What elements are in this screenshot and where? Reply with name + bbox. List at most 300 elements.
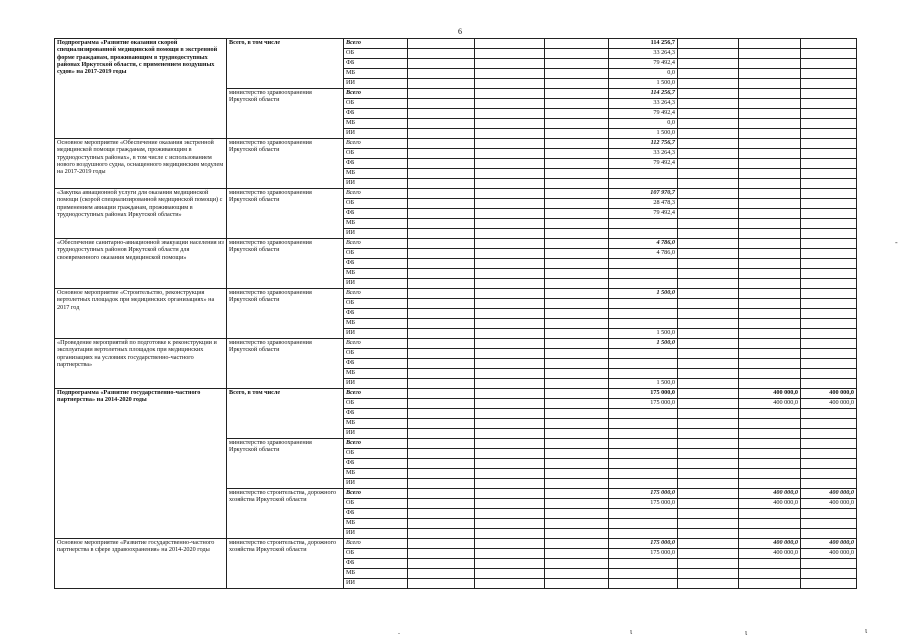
amount-cell: 175 000,0 [609, 389, 678, 399]
amount-cell: 175 000,0 [609, 399, 678, 409]
scan-mark: ɩ [865, 626, 868, 635]
amount-cell [545, 169, 609, 179]
amount-cell: 400 000,0 [801, 389, 857, 399]
amount-cell [801, 319, 857, 329]
amount-cell [475, 39, 545, 49]
amount-cell [545, 499, 609, 509]
amount-cell [609, 169, 678, 179]
amount-cell [408, 429, 475, 439]
funding-source: ФБ [344, 559, 408, 569]
amount-cell [475, 529, 545, 539]
amount-cell [739, 459, 801, 469]
amount-cell [678, 229, 739, 239]
amount-cell [801, 339, 857, 349]
amount-cell [545, 189, 609, 199]
responsible-executor: Всего, в том числе [227, 39, 344, 89]
amount-cell [609, 279, 678, 289]
amount-cell [408, 299, 475, 309]
amount-cell [678, 179, 739, 189]
amount-cell [678, 169, 739, 179]
amount-cell [801, 99, 857, 109]
amount-cell [545, 509, 609, 519]
amount-cell [739, 169, 801, 179]
amount-cell [545, 479, 609, 489]
amount-cell [801, 579, 857, 589]
amount-cell [545, 129, 609, 139]
amount-cell [801, 79, 857, 89]
amount-cell: 33 264,3 [609, 49, 678, 59]
amount-cell [609, 409, 678, 419]
amount-cell [475, 59, 545, 69]
amount-cell [545, 179, 609, 189]
amount-cell [739, 269, 801, 279]
funding-source: МБ [344, 69, 408, 79]
activity-title: Подпрограмма «Развитие государственно-частного партнерства» на 2014-2020 годы [55, 389, 227, 539]
amount-cell [408, 559, 475, 569]
responsible-executor: министерство строительства, дорожного хозяйства Иркутской области [227, 539, 344, 589]
amount-cell [408, 489, 475, 499]
amount-cell [678, 139, 739, 149]
amount-cell: 1 500,0 [609, 289, 678, 299]
amount-cell [801, 559, 857, 569]
amount-cell: 400 000,0 [801, 489, 857, 499]
scan-mark: ɩ [745, 628, 748, 637]
amount-cell [739, 369, 801, 379]
amount-cell [739, 59, 801, 69]
amount-cell [408, 349, 475, 359]
amount-cell [609, 579, 678, 589]
funding-source: МБ [344, 119, 408, 129]
funding-source: МБ [344, 319, 408, 329]
responsible-executor: министерство здравоохранения Иркутской области [227, 89, 344, 139]
funding-source: Всего [344, 189, 408, 199]
amount-cell [609, 469, 678, 479]
amount-cell [739, 339, 801, 349]
amount-cell [739, 99, 801, 109]
amount-cell [739, 39, 801, 49]
amount-cell [545, 539, 609, 549]
activity-title: Основное мероприятие «Строительство, реконструкция вертолетных площадок при медицинских организациях» на 2017 год [55, 289, 227, 339]
amount-cell [475, 349, 545, 359]
amount-cell: 33 264,3 [609, 149, 678, 159]
amount-cell [801, 309, 857, 319]
amount-cell [475, 159, 545, 169]
amount-cell [475, 359, 545, 369]
funding-source: ФБ [344, 309, 408, 319]
amount-cell [801, 109, 857, 119]
amount-cell: 1 500,0 [609, 79, 678, 89]
amount-cell [475, 319, 545, 329]
amount-cell [801, 379, 857, 389]
amount-cell [801, 349, 857, 359]
scan-mark: - [895, 238, 898, 247]
amount-cell [545, 269, 609, 279]
amount-cell [678, 429, 739, 439]
amount-cell [678, 489, 739, 499]
amount-cell [609, 319, 678, 329]
amount-cell [739, 439, 801, 449]
amount-cell [609, 459, 678, 469]
amount-cell [408, 159, 475, 169]
amount-cell [475, 79, 545, 89]
funding-source: МБ [344, 469, 408, 479]
responsible-executor: Всего, в том числе [227, 389, 344, 439]
amount-cell [475, 579, 545, 589]
amount-cell [408, 119, 475, 129]
amount-cell [408, 79, 475, 89]
amount-cell [475, 149, 545, 159]
funding-source: ФБ [344, 209, 408, 219]
amount-cell [545, 79, 609, 89]
amount-cell: 0,0 [609, 119, 678, 129]
financing-table [54, 38, 857, 589]
amount-cell [408, 309, 475, 319]
amount-cell [739, 379, 801, 389]
amount-cell [739, 569, 801, 579]
amount-cell [678, 579, 739, 589]
amount-cell [545, 239, 609, 249]
amount-cell [545, 159, 609, 169]
amount-cell [801, 49, 857, 59]
funding-source: Всего [344, 139, 408, 149]
amount-cell [678, 449, 739, 459]
amount-cell [739, 579, 801, 589]
funding-source: ИИ [344, 579, 408, 589]
amount-cell [739, 419, 801, 429]
amount-cell [739, 519, 801, 529]
amount-cell [801, 149, 857, 159]
amount-cell [475, 449, 545, 459]
amount-cell: 400 000,0 [739, 549, 801, 559]
amount-cell: 79 492,4 [609, 59, 678, 69]
amount-cell [545, 379, 609, 389]
funding-source: ИИ [344, 479, 408, 489]
amount-cell [801, 409, 857, 419]
funding-source: ОБ [344, 249, 408, 259]
amount-cell [475, 179, 545, 189]
amount-cell [545, 299, 609, 309]
amount-cell [678, 249, 739, 259]
amount-cell [408, 509, 475, 519]
amount-cell [475, 259, 545, 269]
amount-cell [801, 329, 857, 339]
amount-cell [801, 179, 857, 189]
amount-cell: 79 492,4 [609, 209, 678, 219]
amount-cell [678, 159, 739, 169]
amount-cell [475, 479, 545, 489]
amount-cell [739, 469, 801, 479]
amount-cell [408, 209, 475, 219]
funding-source: ОБ [344, 199, 408, 209]
amount-cell [545, 109, 609, 119]
amount-cell [739, 509, 801, 519]
amount-cell [545, 399, 609, 409]
amount-cell [678, 569, 739, 579]
amount-cell [609, 359, 678, 369]
amount-cell [678, 369, 739, 379]
amount-cell: 28 478,3 [609, 199, 678, 209]
amount-cell [475, 569, 545, 579]
amount-cell [408, 109, 475, 119]
amount-cell: 4 786,0 [609, 239, 678, 249]
amount-cell [475, 109, 545, 119]
amount-cell [801, 119, 857, 129]
amount-cell [545, 319, 609, 329]
amount-cell [609, 429, 678, 439]
amount-cell [408, 339, 475, 349]
amount-cell [609, 259, 678, 269]
funding-source: ОБ [344, 299, 408, 309]
amount-cell [678, 419, 739, 429]
amount-cell [475, 559, 545, 569]
amount-cell [609, 509, 678, 519]
amount-cell [408, 99, 475, 109]
amount-cell [408, 189, 475, 199]
amount-cell [475, 469, 545, 479]
funding-source: Всего [344, 489, 408, 499]
amount-cell [545, 419, 609, 429]
amount-cell [475, 379, 545, 389]
amount-cell [801, 419, 857, 429]
amount-cell [408, 239, 475, 249]
amount-cell [545, 199, 609, 209]
responsible-executor: министерство строительства, дорожного хозяйства Иркутской области [227, 489, 344, 539]
funding-source: МБ [344, 169, 408, 179]
table-row [55, 289, 857, 299]
amount-cell [678, 439, 739, 449]
funding-source: Всего [344, 289, 408, 299]
amount-cell: 400 000,0 [739, 539, 801, 549]
responsible-executor: министерство здравоохранения Иркутской области [227, 239, 344, 289]
funding-source: ОБ [344, 499, 408, 509]
amount-cell [678, 329, 739, 339]
amount-cell [678, 259, 739, 269]
amount-cell [408, 359, 475, 369]
amount-cell [408, 579, 475, 589]
amount-cell [545, 149, 609, 159]
amount-cell [801, 129, 857, 139]
amount-cell [408, 329, 475, 339]
amount-cell [475, 299, 545, 309]
funding-source: МБ [344, 269, 408, 279]
amount-cell [408, 89, 475, 99]
amount-cell [475, 139, 545, 149]
responsible-executor: министерство здравоохранения Иркутской области [227, 289, 344, 339]
amount-cell [801, 199, 857, 209]
amount-cell [408, 469, 475, 479]
amount-cell: 400 000,0 [801, 549, 857, 559]
amount-cell [545, 549, 609, 559]
amount-cell: 114 256,7 [609, 89, 678, 99]
amount-cell [678, 349, 739, 359]
amount-cell [408, 379, 475, 389]
amount-cell [475, 439, 545, 449]
amount-cell [801, 219, 857, 229]
activity-title: Основное мероприятие «Обеспечение оказания экстренной медицинской помощи гражданам, проживающим в труднодоступных районах», в том числе с использованием нового воздушного судна, оснащенного медицинским модулем на 2017-2019 годы [55, 139, 227, 189]
amount-cell [801, 249, 857, 259]
funding-source: ОБ [344, 549, 408, 559]
amount-cell [475, 249, 545, 259]
amount-cell [678, 359, 739, 369]
activity-title: Подпрограмма «Развитие оказания скорой специализированной медицинской помощи в экстренной форме гражданам, проживающим в труднодоступных районах Иркутской области, с применением воздушных судов» на 2017-2019 годы [55, 39, 227, 139]
funding-source: ИИ [344, 79, 408, 89]
amount-cell [408, 529, 475, 539]
amount-cell [678, 199, 739, 209]
amount-cell [408, 259, 475, 269]
amount-cell [678, 519, 739, 529]
amount-cell [475, 409, 545, 419]
amount-cell [678, 129, 739, 139]
activity-title: «Обеспечение санитарно-авиационной эвакуации населения из труднодоступных районов Иркутской области для своевременного оказания медицинской помощи» [55, 239, 227, 289]
amount-cell [739, 479, 801, 489]
amount-cell [801, 209, 857, 219]
amount-cell [609, 519, 678, 529]
amount-cell: 112 756,7 [609, 139, 678, 149]
amount-cell [408, 409, 475, 419]
amount-cell: 1 500,0 [609, 379, 678, 389]
amount-cell [408, 399, 475, 409]
scan-mark: . [398, 627, 400, 636]
amount-cell [801, 479, 857, 489]
amount-cell [408, 129, 475, 139]
amount-cell [678, 529, 739, 539]
amount-cell [408, 519, 475, 529]
amount-cell: 175 000,0 [609, 489, 678, 499]
amount-cell [609, 439, 678, 449]
amount-cell [609, 449, 678, 459]
amount-cell [801, 359, 857, 369]
amount-cell [408, 319, 475, 329]
activity-title: «Проведение мероприятий по подготовке к реконструкции и эксплуатации вертолетных площадок при медицинских организациях на условиях государственно-частного партнерства» [55, 339, 227, 389]
amount-cell [678, 219, 739, 229]
amount-cell: 400 000,0 [739, 399, 801, 409]
amount-cell [678, 239, 739, 249]
amount-cell [801, 279, 857, 289]
amount-cell [545, 449, 609, 459]
amount-cell [475, 229, 545, 239]
responsible-executor: министерство здравоохранения Иркутской области [227, 139, 344, 189]
amount-cell [678, 119, 739, 129]
activity-title: Основное мероприятие «Развитие государственно-частного партнерства в сфере здравоохранения» на 2014-2020 годы [55, 539, 227, 589]
amount-cell [739, 159, 801, 169]
amount-cell [739, 89, 801, 99]
amount-cell [408, 199, 475, 209]
funding-source: ФБ [344, 59, 408, 69]
amount-cell: 0,0 [609, 69, 678, 79]
amount-cell [408, 269, 475, 279]
amount-cell [545, 369, 609, 379]
amount-cell [408, 289, 475, 299]
funding-source: ОБ [344, 399, 408, 409]
amount-cell [678, 209, 739, 219]
amount-cell [678, 509, 739, 519]
amount-cell [408, 449, 475, 459]
amount-cell [545, 249, 609, 259]
amount-cell [408, 69, 475, 79]
amount-cell [609, 229, 678, 239]
amount-cell [739, 189, 801, 199]
amount-cell [545, 329, 609, 339]
amount-cell: 400 000,0 [739, 489, 801, 499]
amount-cell [475, 99, 545, 109]
funding-source: МБ [344, 519, 408, 529]
funding-source: ФБ [344, 109, 408, 119]
amount-cell [609, 219, 678, 229]
amount-cell [545, 289, 609, 299]
amount-cell [475, 329, 545, 339]
amount-cell [545, 279, 609, 289]
amount-cell [678, 99, 739, 109]
responsible-executor: министерство здравоохранения Иркутской области [227, 189, 344, 239]
amount-cell [475, 489, 545, 499]
amount-cell [408, 59, 475, 69]
amount-cell [475, 199, 545, 209]
amount-cell [739, 119, 801, 129]
amount-cell [609, 179, 678, 189]
amount-cell [545, 409, 609, 419]
amount-cell [678, 299, 739, 309]
amount-cell [739, 229, 801, 239]
amount-cell [475, 499, 545, 509]
amount-cell [609, 269, 678, 279]
amount-cell [801, 449, 857, 459]
amount-cell: 107 970,7 [609, 189, 678, 199]
amount-cell: 400 000,0 [801, 399, 857, 409]
amount-cell [475, 429, 545, 439]
amount-cell [408, 479, 475, 489]
funding-source: Всего [344, 39, 408, 49]
amount-cell [801, 139, 857, 149]
amount-cell [475, 169, 545, 179]
amount-cell [475, 279, 545, 289]
amount-cell: 175 000,0 [609, 499, 678, 509]
amount-cell [609, 309, 678, 319]
amount-cell [408, 39, 475, 49]
amount-cell: 79 492,4 [609, 159, 678, 169]
amount-cell [545, 349, 609, 359]
funding-source: ОБ [344, 49, 408, 59]
amount-cell: 33 264,3 [609, 99, 678, 109]
amount-cell [609, 349, 678, 359]
amount-cell [678, 549, 739, 559]
amount-cell [408, 169, 475, 179]
amount-cell [475, 419, 545, 429]
amount-cell: 4 786,0 [609, 249, 678, 259]
amount-cell [801, 59, 857, 69]
amount-cell [801, 159, 857, 169]
amount-cell [408, 439, 475, 449]
amount-cell [678, 269, 739, 279]
amount-cell [545, 209, 609, 219]
amount-cell [545, 439, 609, 449]
funding-source: МБ [344, 569, 408, 579]
funding-source: МБ [344, 419, 408, 429]
amount-cell [408, 49, 475, 59]
amount-cell [801, 239, 857, 249]
amount-cell [801, 529, 857, 539]
amount-cell [739, 309, 801, 319]
amount-cell [545, 39, 609, 49]
amount-cell [678, 289, 739, 299]
amount-cell [801, 569, 857, 579]
amount-cell [801, 369, 857, 379]
amount-cell [408, 179, 475, 189]
funding-source: Всего [344, 389, 408, 399]
table-row [55, 339, 857, 349]
amount-cell [801, 429, 857, 439]
amount-cell [801, 469, 857, 479]
amount-cell [475, 119, 545, 129]
